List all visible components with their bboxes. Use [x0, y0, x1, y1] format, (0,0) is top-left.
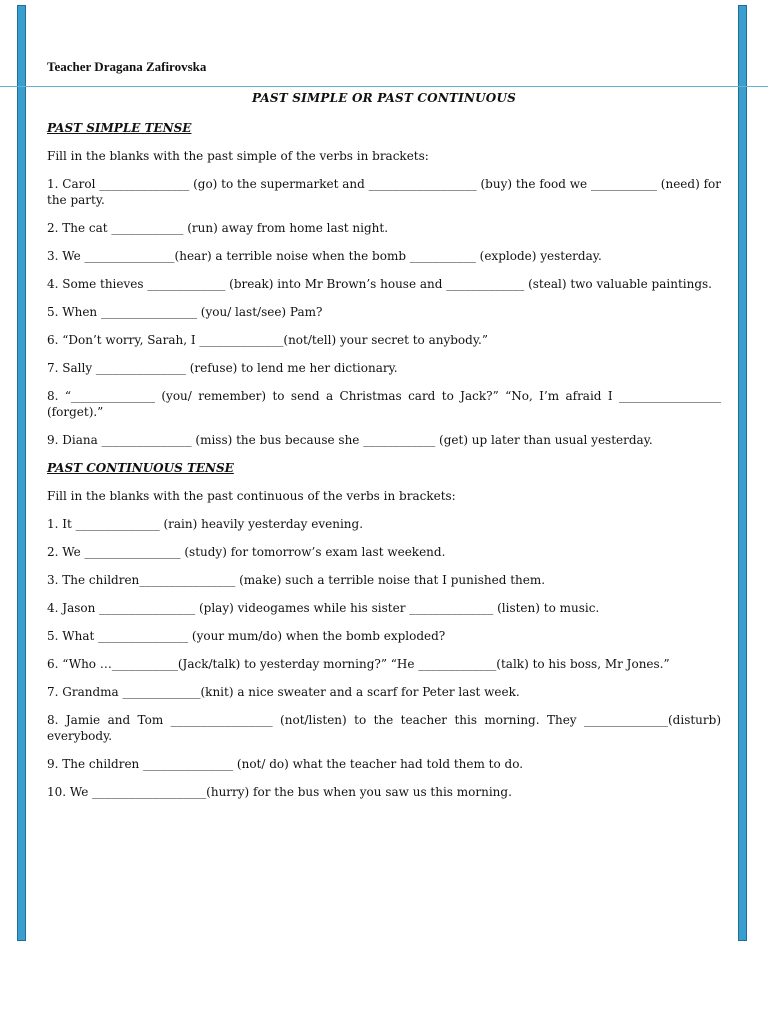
teacher-name: Teacher Dragana Zafirovska [47, 59, 207, 74]
past-simple-item-1: 1. Carol _______________ (go) to the supermarket and __________________ (buy) the food we ___________ (need) for the party. [47, 177, 721, 207]
past-simple-item-3: 3. We _______________(hear) a terrible noise when the bomb ___________ (explode) yesterday. [47, 249, 602, 263]
past-continuous-item-3: 3. The children________________ (make) such a terrible noise that I punished them. [47, 573, 546, 587]
past-simple-heading: PAST SIMPLE TENSE [47, 121, 192, 135]
left-border-bar [17, 5, 26, 941]
past-simple-item-9: 9. Diana _______________ (miss) the bus because she ____________ (get) up later than usual yesterday. [47, 433, 653, 447]
past-simple-instruction: Fill in the blanks with the past simple of the verbs in brackets: [47, 149, 429, 163]
past-continuous-item-6: 6. “Who …___________(Jack/talk) to yesterday morning?” “He _____________(talk) to his boss, Mr Jones.” [47, 657, 670, 671]
right-border-bar [738, 5, 747, 941]
past-simple-item-2: 2. The cat ____________ (run) away from home last night. [47, 221, 389, 235]
past-continuous-item-2: 2. We ________________ (study) for tomorrow’s exam last weekend. [47, 545, 446, 559]
past-continuous-item-8: 8. Jamie and Tom _________________ (not/listen) to the teacher this morning. They ______________(disturb) everybody. [47, 713, 721, 743]
worksheet-content [47, 120, 721, 812]
header-rule [0, 86, 768, 87]
past-simple-item-5: 5. When ________________ (you/ last/see) Pam? [47, 305, 323, 319]
past-simple-item-4: 4. Some thieves _____________ (break) into Mr Brown’s house and _____________ (steal) two valuable paintings. [47, 277, 712, 291]
past-simple-item-8: 8. “______________ (you/ remember) to send a Christmas card to Jack?” “No, I’m afraid I _________________ (forget).” [47, 389, 721, 419]
past-continuous-item-4: 4. Jason ________________ (play) videogames while his sister ______________ (listen) to music. [47, 601, 600, 615]
worksheet-title: PAST SIMPLE OR PAST CONTINUOUS [252, 91, 516, 105]
past-simple-item-7: 7. Sally _______________ (refuse) to lend me her dictionary. [47, 361, 398, 375]
past-continuous-item-10: 10. We ___________________(hurry) for the bus when you saw us this morning. [47, 785, 512, 799]
past-continuous-instruction: Fill in the blanks with the past continuous of the verbs in brackets: [47, 489, 456, 503]
past-continuous-item-7: 7. Grandma _____________(knit) a nice sweater and a scarf for Peter last week. [47, 685, 520, 699]
past-simple-item-6: 6. “Don’t worry, Sarah, I ______________(not/tell) your secret to anybody.” [47, 333, 488, 347]
past-continuous-item-5: 5. What _______________ (your mum/do) when the bomb exploded? [47, 629, 446, 643]
past-continuous-heading: PAST CONTINUOUS TENSE [47, 461, 234, 475]
past-continuous-item-9: 9. The children _______________ (not/ do) what the teacher had told them to do. [47, 757, 524, 771]
past-continuous-item-1: 1. It ______________ (rain) heavily yesterday evening. [47, 517, 364, 531]
